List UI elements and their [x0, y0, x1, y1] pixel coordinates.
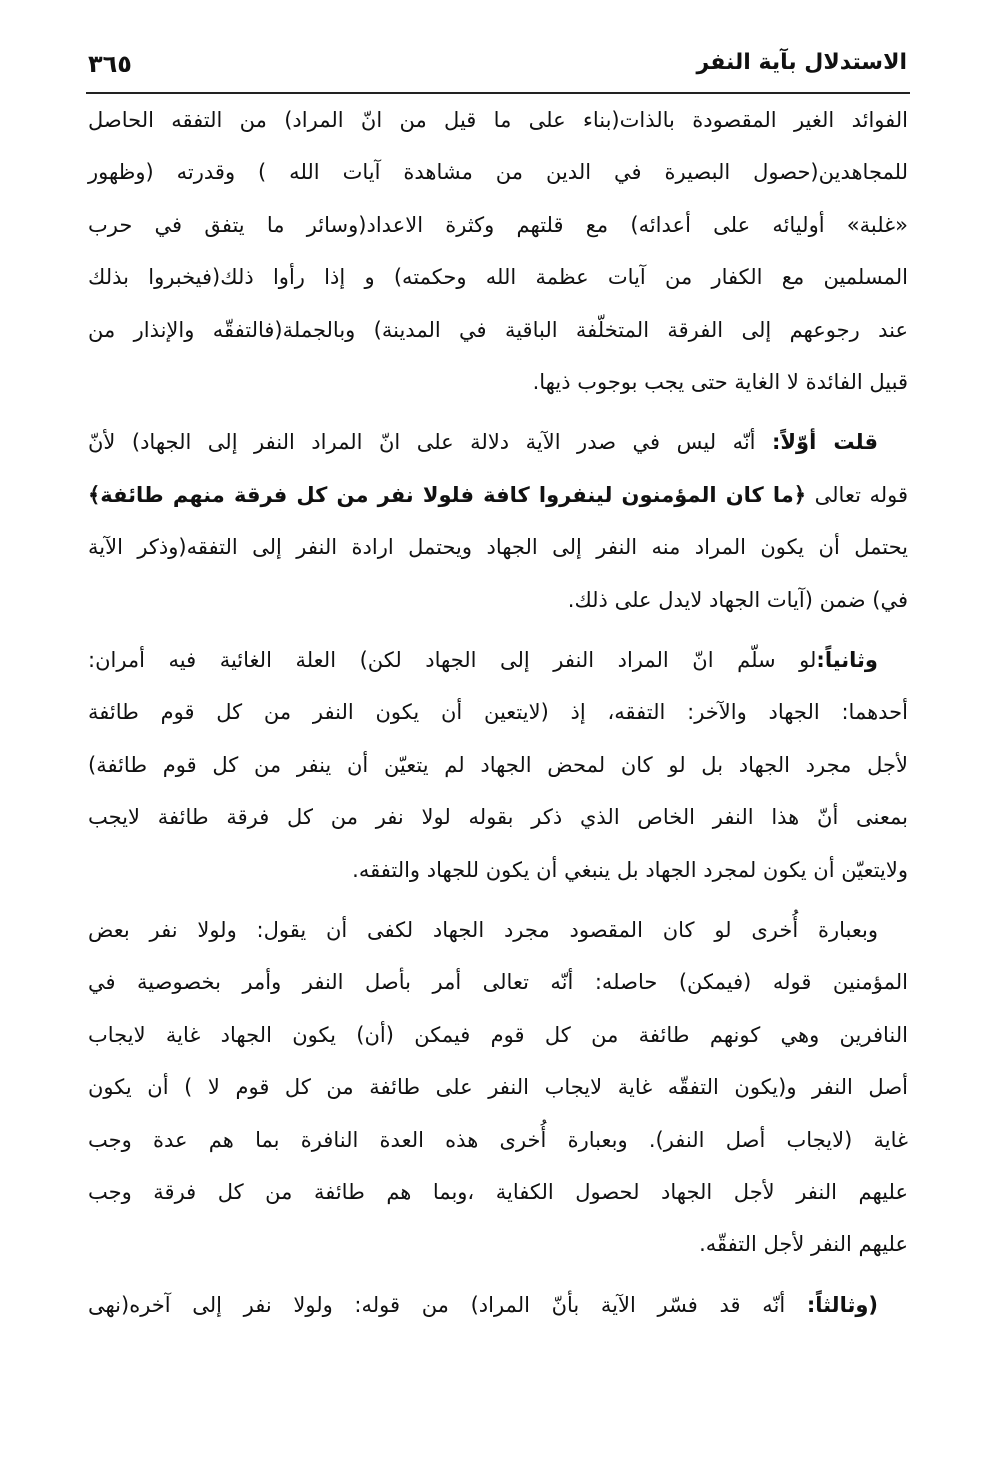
text-segment: لو سلّم انّ المراد النفر إلى الجهاد لكن) العلة الغائية فيه أمران:: [88, 648, 817, 672]
text-line: [88, 425, 878, 459]
text-line: [88, 1123, 908, 1157]
text-segment: في) ضمن (آيات الجهاد لايدل على ذلك.: [567, 587, 908, 612]
text-line: [88, 1227, 908, 1261]
text-line: [88, 695, 908, 729]
text-segment: أصل النفر و(يكون التفقّه غاية لايجاب النفر على طائفة من كل قوم لا ) أن يكون: [88, 1075, 908, 1100]
text-line: [88, 583, 908, 617]
text-segment: عند رجوعهم إلى الفرقة المتخلّفة الباقية في المدينة) وبالجملة(فالتفقّه والإنذار من: [88, 317, 908, 342]
bold-text: (وثالثاً:: [806, 1292, 878, 1317]
text-line: [88, 478, 908, 512]
running-title: الاستدلال بآية النفر: [696, 50, 907, 75]
bold-text: قلت أوّلاً:: [772, 430, 878, 455]
text-segment: أحدهما: الجهاد والآخر: التفقه، إذ (لايتعين أن يكون النفر من كل قوم طائفة: [88, 700, 908, 725]
text-line: [88, 643, 878, 677]
text-line: [88, 155, 908, 189]
text-line: [88, 530, 908, 564]
text-segment: المؤمنين قوله (فيمكن) حاصله: أنّه تعالى أمر بأصل النفر وأمر بخصوصية في: [88, 970, 908, 995]
text-line: [88, 1288, 878, 1322]
text-segment: وبعبارة أُخرى لو كان المقصود مجرد الجهاد لكفى أن يقول: ولولا نفر بعض: [88, 918, 878, 942]
text-line: [88, 365, 908, 399]
text-segment: النافرين وهي كونهم طائفة من كل قوم فيمكن (أن) يكون الجهاد غاية لايجاب: [88, 1022, 908, 1047]
text-line: [88, 800, 908, 834]
text-segment: الفوائد الغير المقصودة بالذات(بناء على ما قيل من انّ المراد) من التفقه الحاصل: [88, 108, 908, 132]
text-line: [88, 260, 908, 294]
text-segment: قوله تعالى: [806, 482, 909, 507]
text-line: [88, 965, 908, 999]
text-segment: للمجاهدين(حصول البصيرة في الدين من مشاهدة آيات الله ) وقدرته (وظهور: [88, 160, 908, 185]
text-line: [88, 1175, 908, 1209]
text-line: [88, 1018, 908, 1052]
text-line: [88, 1070, 908, 1104]
text-segment: أنّه قد فسّر الآية بأنّ المراد) من قوله: ولولا نفر إلى آخره(نهى: [88, 1292, 807, 1317]
text-line: [88, 313, 908, 347]
text-line: [88, 853, 908, 887]
text-line: [88, 208, 908, 242]
text-segment: أنّه ليس في صدر الآية دلالة على انّ المراد النفر إلى الجهاد) لأنّ: [88, 430, 773, 455]
text-segment: بمعنى أنّ هذا النفر الخاص الذي ذكر بقوله لولا نفر من كل فرقة طائفة لايجب: [88, 805, 908, 830]
page-number: ٣٦٥: [88, 50, 132, 78]
text-line: [88, 748, 908, 782]
text-segment: لأجل مجرد الجهاد بل لو كان لمحض الجهاد لم يتعيّن أن ينفر من كل قوم طائفة): [88, 752, 908, 777]
text-segment: ولايتعيّن أن يكون لمجرد الجهاد بل ينبغي أن يكون للجهاد والتفقه.: [352, 857, 908, 882]
text-segment: عليهم النفر لأجل التفقّه.: [699, 1232, 908, 1257]
bold-text: ﴿ما كان المؤمنون لينفروا كافة فلولا نفر من كل فرقة منهم طائفة﴾: [88, 482, 807, 507]
text-segment: عليهم النفر لأجل الجهاد لحصول الكفاية ،وبما هم طائفة من كل فرقة وجب: [88, 1180, 908, 1204]
text-line: [88, 913, 878, 947]
text-segment: المسلمين مع الكفار من آيات عظمة الله وحكمته) و إذا رأوا ذلك(فيخبروا بذلك: [88, 265, 908, 290]
bold-text: وثانياً:: [816, 648, 878, 672]
text-segment: «غلبة» أوليائه على أعدائه) مع قلتهم وكثرة الاعداد(وسائر ما يتفق في حرب: [88, 212, 908, 237]
text-segment: يحتمل أن يكون المراد منه النفر إلى الجهاد ويحتمل ارادة النفر إلى التفقه(وذكر الآية: [88, 535, 908, 560]
text-segment: قبيل الفائدة لا الغاية حتى يجب بوجوب ذيها.: [532, 370, 908, 394]
text-segment: غاية (لايجاب أصل النفر). وبعبارة أُخرى هذه العدة النافرة بما هم عدة وجب: [88, 1127, 908, 1152]
text-line: [88, 103, 908, 137]
header-rule: [86, 92, 910, 94]
